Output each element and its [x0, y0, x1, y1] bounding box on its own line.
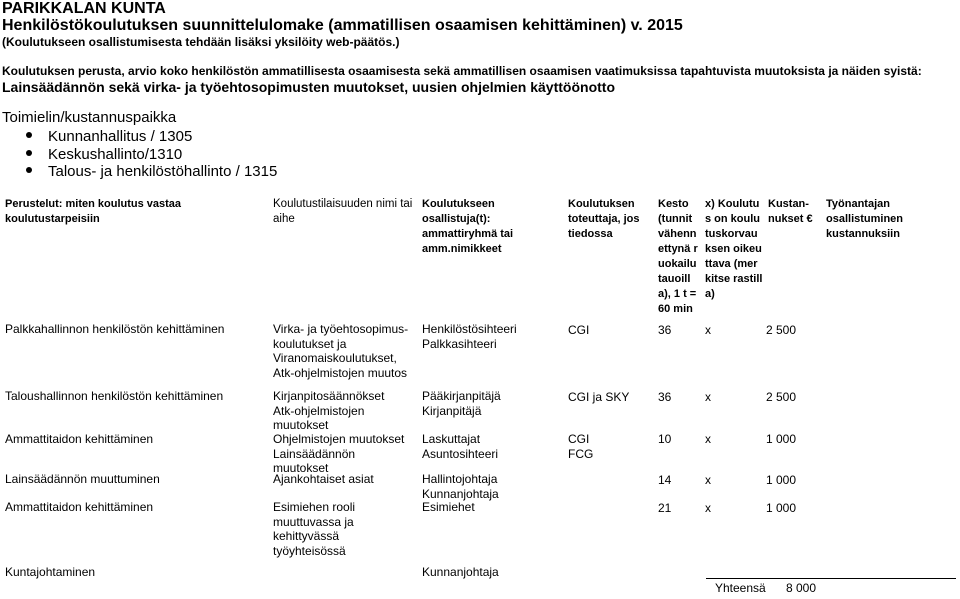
row-reason: Kuntajohtaminen [5, 565, 96, 579]
row-compensation-mark: x [705, 323, 711, 337]
row-topic: Esimiehen rooli muuttuvassa ja kehittyvässä työyhteisössä [273, 500, 356, 558]
row-reason: Taloushallinnon henkilöstön kehittäminen [5, 389, 224, 403]
basis-text: Lainsäädännön sekä virka- ja työehtosopimusten muutokset, uusien ohjelmien käyttöönotto [2, 79, 615, 95]
form-title: Henkilöstökoulutuksen suunnittelulomake (ammatillisen osaamisen kehittäminen) v. 2015 [2, 17, 683, 34]
row-duration: 21 [658, 501, 672, 515]
col-header-duration: Kesto (tunnit vähennettynä ruokailutauoilla), 1 t = 60 min [658, 198, 698, 315]
row-compensation-mark: x [705, 501, 711, 515]
row-topic: Ohjelmistojen muutokset Lainsäädännön muutokset [273, 432, 405, 475]
row-reason: Ammattitaidon kehittäminen [5, 432, 154, 446]
row-duration: 10 [658, 432, 672, 446]
row-provider: CGI ja SKY [568, 390, 630, 404]
row-compensation-mark: x [705, 390, 711, 404]
col-header-employer-share: Työnantajan osallistuminen kustannuksiin [826, 198, 904, 240]
col-header-reason: Perustelut: miten koulutus vastaa koulutustarpeisiin [5, 198, 182, 225]
row-duration: 36 [658, 323, 672, 337]
row-cost: 1 000 [766, 501, 797, 515]
col-header-compensation: x) Koulutus on koulutuskorvauksen oikeuttava (merkitse rastilla) [705, 198, 763, 300]
row-reason: Palkkahallinnon henkilöstön kehittäminen [5, 322, 225, 336]
unit-item: Keskushallinto/1310 [26, 146, 182, 163]
bullet-icon [26, 132, 32, 138]
row-topic: Ajankohtaiset asiat [273, 472, 374, 486]
unit-item: Talous- ja henkilöstöhallinto / 1315 [26, 163, 277, 180]
row-cost: 2 500 [766, 323, 797, 337]
row-cost: 1 000 [766, 473, 797, 487]
total-value: 8 000 [786, 581, 817, 595]
col-header-participants: Koulutukseen osallistuja(t): ammattiryhmä tai amm.nimikkeet [422, 198, 514, 255]
col-header-costs: Kustan-nukset € [768, 198, 813, 225]
row-topic: Kirjanpitosäännökset Atk-ohjelmistojen muutokset [273, 389, 385, 432]
row-participants: Kunnanjohtaja [422, 565, 499, 579]
unit-item: Kunnanhallitus / 1305 [26, 128, 192, 145]
row-participants: Esimiehet [422, 500, 475, 514]
total-label: Yhteensä [715, 581, 766, 595]
row-compensation-mark: x [705, 432, 711, 446]
row-topic: Virka- ja työehtosopimus-koulutukset ja Viranomaiskoulutukset, Atk-ohjelmistojen muutos [273, 322, 409, 380]
col-header-name: Koulutustilaisuuden nimi tai aihe [273, 198, 413, 225]
basis-lead: Koulutuksen perusta, arvio koko henkilöstön ammatillisesta osaamisesta sekä ammatillisen osaamisen vaatimuksissa tapahtuvista muutoksista ja näiden syistä: [2, 64, 922, 78]
row-cost: 1 000 [766, 432, 797, 446]
row-reason: Ammattitaidon kehittäminen [5, 500, 154, 514]
row-provider: CGI FCG [568, 432, 594, 461]
row-participants: Henkilöstösihteeri Palkkasihteeri [422, 322, 517, 351]
row-provider: CGI [568, 323, 590, 337]
units-title: Toimielin/kustannuspaikka [2, 109, 177, 126]
form-subtitle: (Koulutukseen osallistumisesta tehdään lisäksi yksilöity web-päätös.) [2, 35, 400, 49]
bullet-icon [26, 150, 32, 156]
row-participants: Pääkirjanpitäjä Kirjanpitäjä [422, 389, 501, 418]
row-participants: Hallintojohtaja Kunnanjohtaja [422, 472, 499, 501]
row-duration: 36 [658, 390, 672, 404]
row-duration: 14 [658, 473, 672, 487]
row-cost: 2 500 [766, 390, 797, 404]
row-participants: Laskuttajat Asuntosihteeri [422, 432, 499, 461]
row-reason: Lainsäädännön muuttuminen [5, 472, 160, 486]
col-header-provider: Koulutuksen toteuttaja, jos tiedossa [568, 198, 640, 240]
org-name: PARIKKALAN KUNTA [2, 0, 166, 17]
bullet-icon [26, 167, 32, 173]
row-compensation-mark: x [705, 473, 711, 487]
